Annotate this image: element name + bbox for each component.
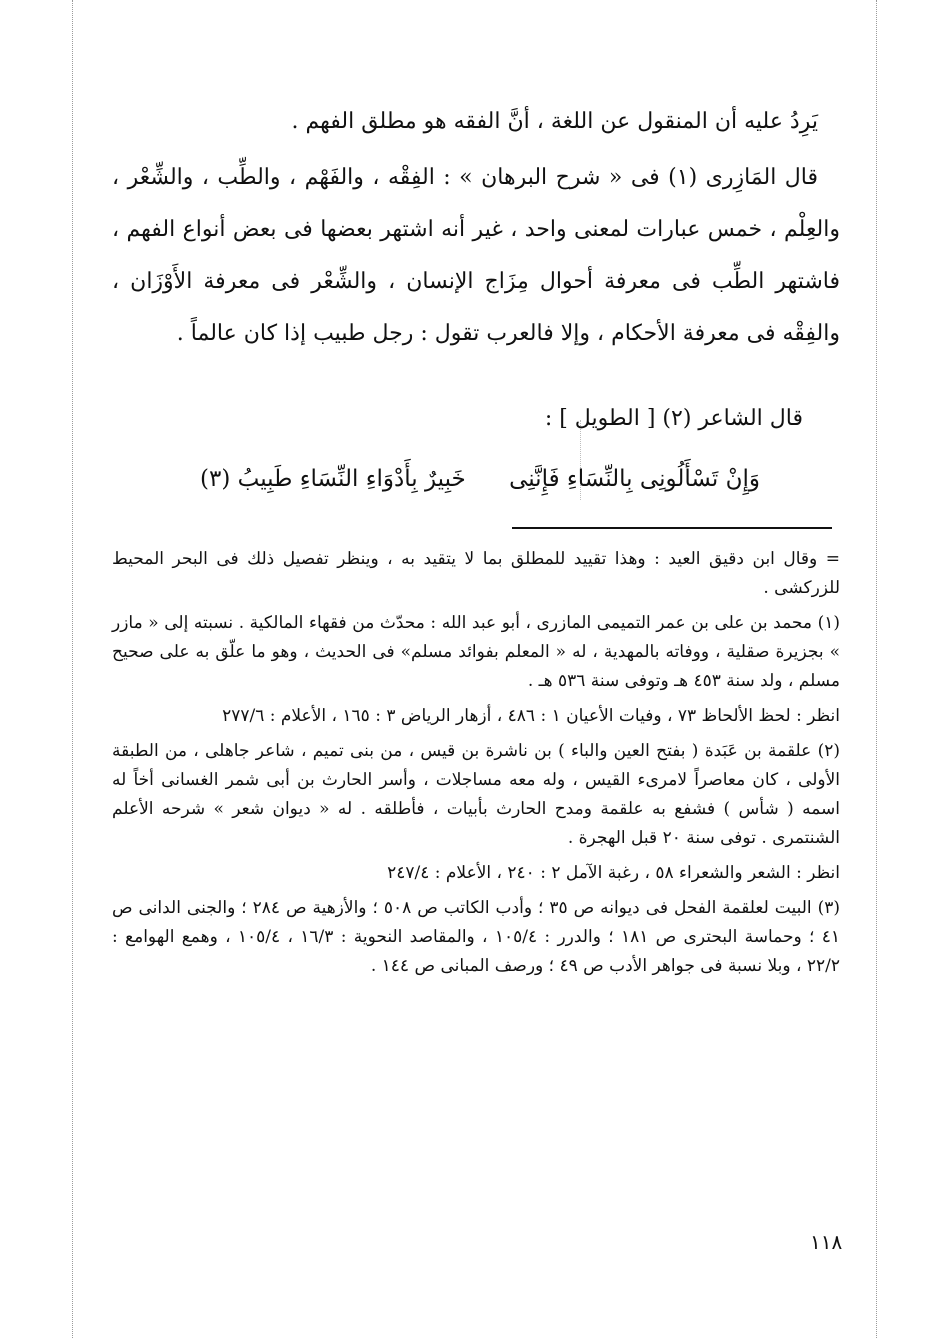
scan-guide-left bbox=[72, 0, 73, 1338]
verse-intro: قال الشاعر (٢) [ الطويل ] : bbox=[544, 406, 803, 431]
footnote-1: (١) محمد بن على بن عمر التميمى المازرى ، أبو عبد الله : محدّث من فقهاء المالكية . نسبته إلى « مازر » بجزيرة صقلية ، ووفاته بالمهدية ، له « المعلم بفوائد مسلم» فى الحديث ، وهو ما علّق به على صحيح مسلم ، ولد سنة ٤٥٣ هـ وتوفى سنة ٥٣٦ هـ . bbox=[112, 613, 840, 691]
verse-first-hemistich: وَإِنْ تَسْأَلُونِى بِالنِّسَاءِ فَإِنَّنِى bbox=[509, 466, 760, 492]
main-paragraph-2: قال المَازِرى (١) فى « شرح البرهان » : الفِقْه ، والفَهْم ، والطِّب ، والشِّعْر ، والعِلْم ، خمس عبارات لمعنى واحد ، غير أنه اشتهر بعضها فى بعض أنواع الفهم ، فاشتهر الطِّب فى معرفة أحوال مِزَاج الإنسان ، والشِّعْر فى معرفة الأَوْزَان ، والفِقْه فى معرفة الأحكام ، وإلا فالعرب تقول : رجل طبيب إذا كان عالماً . bbox=[112, 165, 840, 346]
main-paragraph-1: يَرِدُ عليه أن المنقول عن اللغة ، أنَّ الفقه هو مطلق الفهم . bbox=[291, 109, 818, 134]
footnote-separator bbox=[512, 527, 832, 529]
poetry-verse bbox=[200, 466, 760, 492]
footnote-2-refs: انظر : الشعر والشعراء ٥٨ ، رغبة الآمل ٢ : ٢٤٠ ، الأعلام : ٢٤٧/٤ bbox=[387, 863, 840, 883]
footnote-1-refs: انظر : لحظ الألحاظ ٧٣ ، وفيات الأعيان ١ : ٤٨٦ ، أزهار الرياض ٣ : ١٦٥ ، الأعلام : ٢٧٧/٦ bbox=[222, 706, 840, 726]
scan-guide-right bbox=[876, 0, 877, 1338]
footnotes bbox=[112, 545, 840, 987]
verse-second-hemistich: خَبِيرٌ بِأَدْوَاءِ النِّسَاءِ طَبِيبُ (٣) bbox=[200, 466, 466, 492]
footnote-2: (٢) علقمة بن عَبَدة ( بفتح العين والباء ) بن ناشرة بن قيس ، من بنى تميم ، شاعر جاهلى ، من الطبقة الأولى ، كان معاصراً لامرىء القيس ، وله معه مساجلات ، وأسر الحارث بن أبى شمر الغسانى أخاً له اسمه ( شأس ) فشفع به علقمة ومدح الحارث بأبيات ، فأطلقه . له « ديوان شعر » شرحه الأعلم الشنتمرى . توفى سنة ٢٠ قبل الهجرة . bbox=[112, 741, 840, 848]
footnote-continuation: = وقال ابن دقيق العيد : وهذا تقييد للمطلق بما لا يتقيد به ، وينظر تفصيل ذلك فى البحر المحيط للزركشى . bbox=[112, 549, 840, 598]
footnote-3: (٣) البيت لعلقمة الفحل فى ديوانه ص ٣٥ ؛ وأدب الكاتب ص ٥٠٨ ؛ والأزهية ص ٢٨٤ ؛ والجنى الدانى ص ٤١ ؛ وحماسة البحترى ص ١٨١ ؛ والدرر : ١٠٥/٤ ، والمقاصد النحوية : ١٦/٣ ، ١٠٥/٤ ، وهمع الهوامع : ٢٢/٢ ، وبلا نسبة فى جواهر الأدب ص ٤٩ ؛ ورصف المبانى ص ١٤٤ . bbox=[112, 898, 841, 976]
page-number: ١١٨ bbox=[810, 1230, 843, 1254]
main-text bbox=[112, 96, 840, 360]
